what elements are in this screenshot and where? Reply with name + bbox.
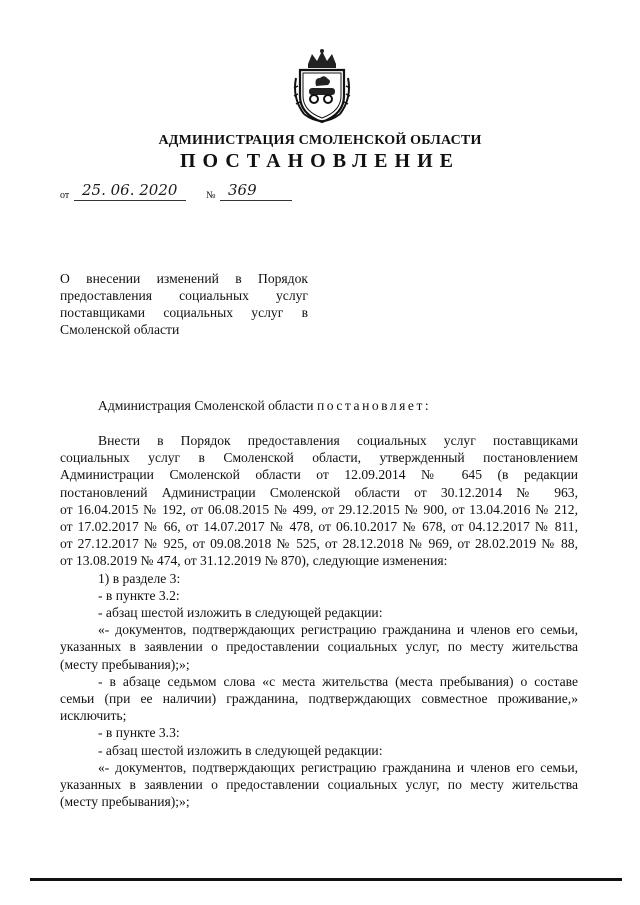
date-value: 25. 06. 2020: [82, 181, 178, 199]
subject-line: О внесении изменений в Порядок: [60, 271, 308, 286]
paragraph-line: от 13.08.2019 № 474, от 31.12.2019 № 870), следующие изменения:: [60, 553, 448, 569]
quote-line: «- документов, подтверждающих регистрацию гражданина и членов его семьи,: [98, 759, 578, 775]
quote-line: указанных в заявлении о предоставлении социальных услуг, по месту жительства: [60, 639, 578, 655]
paragraph-line: постановлений Администрации Смоленской области от 30.12.2014 № 963,: [60, 484, 578, 500]
number-value: 369: [228, 181, 257, 199]
date-number-line: [60, 183, 320, 205]
resolution-intro: [98, 398, 431, 414]
amendment-item-1: [60, 570, 578, 811]
number-underline: [220, 200, 292, 201]
paragraph-line: социальных услуг в Смоленской области, утвержденный постановлением: [60, 450, 578, 466]
intro-decree-word: постановляет:: [316, 398, 432, 413]
subpoint-line: - в абзаце седьмом слова «с места жительства (места пребывания) о составе: [98, 673, 578, 689]
item-subpoint: - абзац шестой изложить в следующей редакции:: [98, 605, 383, 620]
subject-line: поставщиками социальных услуг в: [60, 305, 308, 320]
quote-line: (месту пребывания);»;: [60, 656, 190, 672]
coat-of-arms-emblem: [290, 48, 354, 128]
quote-line: (месту пребывания);»;: [60, 794, 190, 810]
paragraph-line: Администрации Смоленской области от 12.09.2014 № 645 (в редакции: [60, 467, 578, 483]
date-label: от: [60, 190, 70, 201]
item-point: - в пункте 3.2:: [98, 587, 180, 603]
main-paragraph: [60, 432, 578, 570]
quote-line: указанных в заявлении о предоставлении социальных услуг, по месту жительства: [60, 777, 578, 793]
page-bottom-rule: [30, 878, 622, 881]
item-heading: 1) в разделе 3:: [98, 570, 181, 586]
subpoint-line: семьи (при ее наличии) гражданина, подтверждающих совместное проживание,»: [60, 691, 578, 707]
document-type-title: ПОСТАНОВЛЕНИЕ: [180, 150, 460, 172]
quote-line: «- документов, подтверждающих регистрацию гражданина и членов его семьи,: [98, 622, 578, 638]
document-subject: [60, 270, 308, 338]
subpoint-line: исключить;: [60, 708, 127, 724]
paragraph-line: от 16.04.2015 № 192, от 06.08.2015 № 499, от 29.12.2015 № 900, от 13.04.2016 № 212,: [60, 501, 578, 517]
number-label: №: [206, 190, 216, 201]
subject-line: Смоленской области: [60, 322, 180, 337]
paragraph-line: Внести в Порядок предоставления социальных услуг поставщиками: [98, 433, 578, 448]
paragraph-line: от 27.12.2017 № 925, от 09.08.2018 № 525, от 28.12.2018 № 969, от 28.02.2019 № 88,: [60, 536, 578, 552]
intro-text: Администрация Смоленской области: [98, 398, 314, 413]
organization-name: АДМИНИСТРАЦИЯ СМОЛЕНСКОЙ ОБЛАСТИ: [158, 133, 482, 148]
item-point: - в пункте 3.3:: [98, 725, 180, 741]
item-subpoint: - абзац шестой изложить в следующей редакции:: [98, 742, 383, 758]
paragraph-line: от 17.02.2017 № 66, от 14.07.2017 № 478, от 06.10.2017 № 678, от 04.12.2017 № 811,: [60, 519, 578, 535]
subject-line: предоставления социальных услуг: [60, 288, 308, 303]
date-underline: [74, 200, 186, 201]
